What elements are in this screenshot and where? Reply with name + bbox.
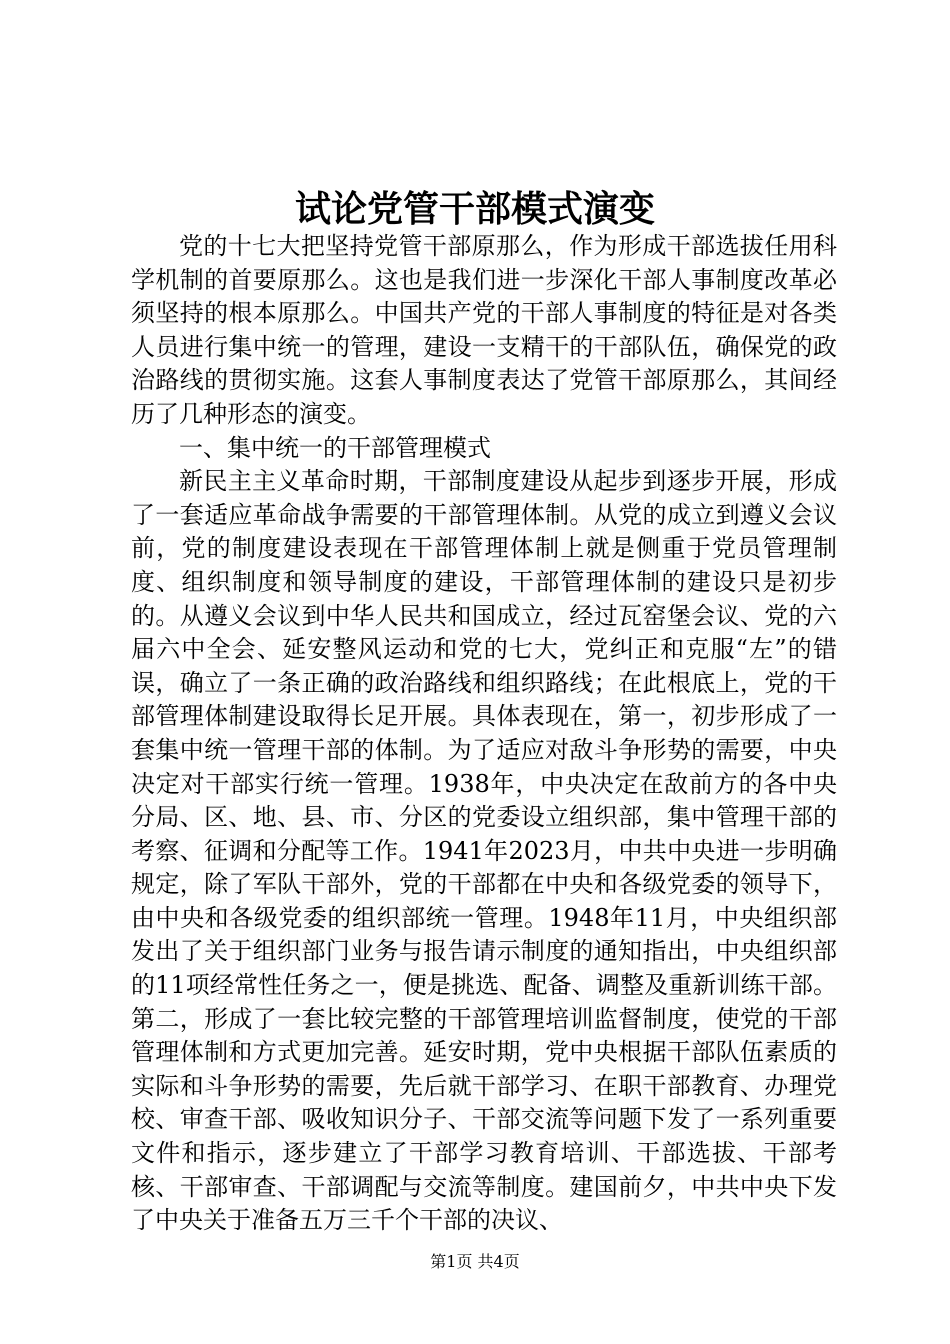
- document-body: [131, 230, 837, 1238]
- intro-paragraph: 党的十七大把坚持党管干部原那么，作为形成干部选拔任用科学机制的首要原那么。这也是我们进一步深化干部人事制度改革必须坚持的根本原那么。中国共产党的干部人事制度的特征是对各类人员进行集中统一的管理，建设一支精干的干部队伍，确保党的政治路线的贯彻实施。这套人事制度表达了党管干部原那么，其间经历了几种形态的演变。: [131, 232, 837, 428]
- document-title: 试论党管干部模式演变: [294, 188, 655, 230]
- page-footer: 第1页 共4页: [430, 1252, 520, 1271]
- section-heading: 一、集中统一的干部管理模式: [179, 433, 491, 462]
- body-paragraph: 新民主主义革命时期，干部制度建设从起步到逐步开展，形成了一套适应革命战争需要的干部管理体制。从党的成立到遵义会议前，党的制度建设表现在干部管理体制上就是侧重于党员管理制度、组织制度和领导制度的建设，干部管理体制的建设只是初步的。从遵义会议到中华人民共和国成立，经过瓦窑堡会议、党的六届六中全会、延安整风运动和党的七大，党纠正和克服“左”的错误，确立了一条正确的政治路线和组织路线；在此根底上，党的干部管理体制建设取得长足开展。具体表现在，第一，初步形成了一套集中统一管理干部的体制。为了适应对敌斗争形势的需要，中央决定对干部实行统一管理。1938年，中央决定在敌前方的各中央分局、区、地、县、市、分区的党委设立组织部，集中管理干部的考察、征调和分配等工作。1941年2023月，中共中央进一步明确规定，除了军队干部外，党的干部都在中央和各级党委的领导下，由中央和各级党委的组织部统一管理。1948年11月，中央组织部发出了关于组织部门业务与报告请示制度的通知指出，中央组织部的11项经常性任务之一，便是挑选、配备、调整及重新训练干部。第二，形成了一套比较完整的干部管理培训监督制度，使党的干部管理体制和方式更加完善。延安时期，党中央根据干部队伍素质的实际和斗争形势的需要，先后就干部学习、在职干部教育、办理党校、审查干部、吸收知识分子、干部交流等问题下发了一系列重要文件和指示，逐步建立了干部学习教育培训、干部选拔、干部考核、干部审查、干部调配与交流等制度。建国前夕，中共中央下发了中央关于准备五万三千个干部的决议、: [131, 467, 837, 1235]
